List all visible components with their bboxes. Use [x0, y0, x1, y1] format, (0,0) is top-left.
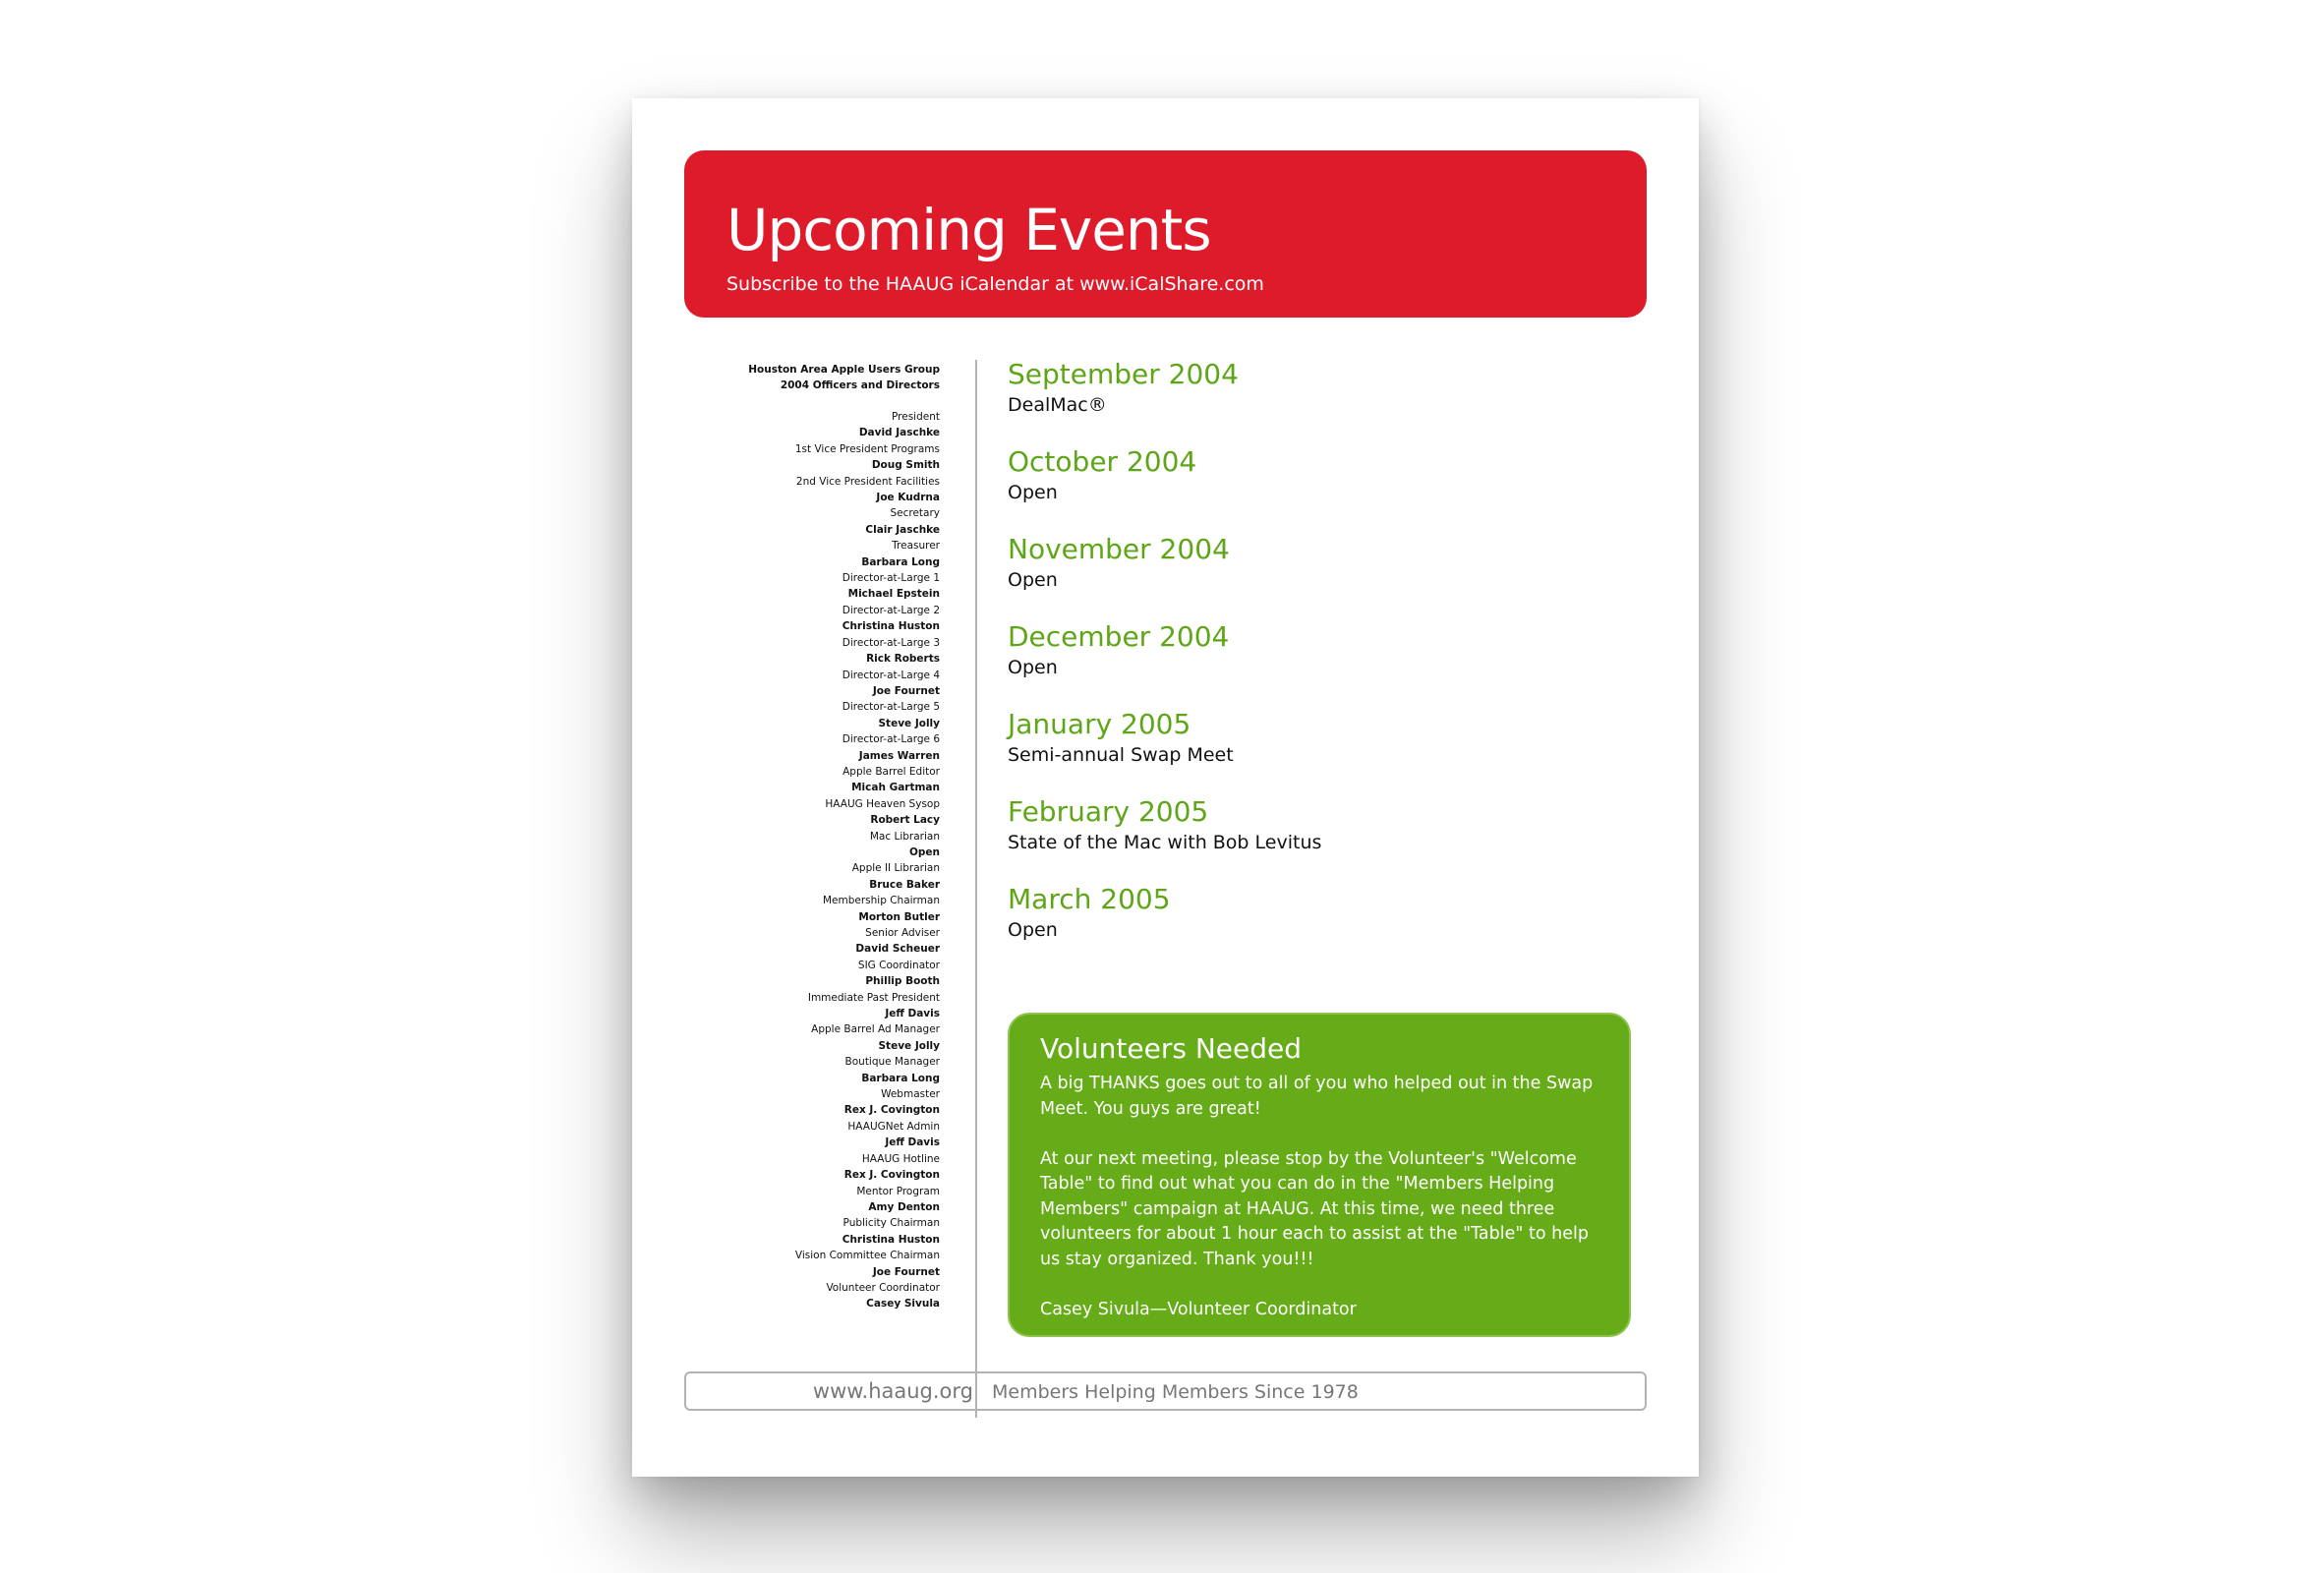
officer-name: Christina Huston [842, 1233, 940, 1246]
officer-name: David Jaschke [858, 427, 940, 439]
event-month: February 2005 [1008, 795, 1209, 828]
officer-role: Treasurer [892, 540, 940, 553]
officer-entry [691, 925, 940, 958]
officer-entry [691, 731, 940, 764]
events-banner [684, 150, 1647, 318]
officers-sidebar [691, 362, 940, 1312]
page-title: Upcoming Events [726, 197, 1211, 263]
event-item [1008, 620, 1617, 708]
event-month: December 2004 [1008, 620, 1230, 653]
officer-role: Secretary [890, 507, 940, 520]
officer-role: Webmaster [881, 1088, 940, 1101]
volunteers-signature: Casey Sivula—Volunteer Coordinator [1040, 1299, 1357, 1319]
officer-name: Michael Epstein [847, 588, 940, 601]
officer-role: Senior Adviser [865, 927, 940, 939]
event-month: January 2005 [1008, 708, 1191, 740]
officer-entry [691, 570, 940, 603]
officer-name: Doug Smith [871, 459, 940, 472]
event-description: Open [1008, 569, 1058, 591]
officer-entry [691, 893, 940, 925]
officer-role: HAAUG Hotline [861, 1152, 940, 1165]
footer-bar [684, 1371, 1647, 1411]
officer-name: Joe Fournet [872, 684, 940, 697]
officer-role: Vision Committee Chairman [794, 1250, 940, 1262]
officer-list [691, 409, 940, 1312]
officer-name: Rick Roberts [866, 653, 940, 666]
icalendar-subscribe-text: Subscribe to the HAAUG iCalendar at www.iCalShare.com [726, 273, 1264, 295]
officer-entry [691, 1280, 940, 1312]
column-divider [975, 360, 977, 1418]
volunteers-box [1008, 1013, 1631, 1337]
officer-name: Christina Huston [842, 620, 940, 633]
volunteers-title: Volunteers Needed [1040, 1032, 1302, 1065]
volunteers-body [1040, 1072, 1605, 1322]
officer-entry [691, 990, 940, 1022]
event-item [1008, 708, 1617, 795]
event-month: October 2004 [1008, 445, 1197, 478]
officer-name: David Scheuer [855, 943, 940, 956]
officer-entry [691, 505, 940, 538]
event-month: November 2004 [1008, 533, 1230, 565]
officer-name: Joe Kudrna [876, 492, 940, 504]
event-item [1008, 533, 1617, 620]
officer-entry [691, 764, 940, 796]
event-item [1008, 795, 1617, 883]
officer-role: Director-at-Large 5 [842, 701, 940, 714]
officer-entry [691, 1215, 940, 1248]
officer-entry [691, 1151, 940, 1184]
officer-name: Jeff Davis [885, 1008, 940, 1020]
officer-entry [691, 1021, 940, 1054]
officer-role: SIG Coordinator [857, 959, 940, 971]
officer-role: Mac Librarian [869, 830, 940, 843]
org-subtitle: 2004 Officers and Directors [780, 379, 940, 391]
officer-entry [691, 441, 940, 474]
officer-role: Publicity Chairman [842, 1217, 940, 1230]
officer-name: Barbara Long [861, 1072, 940, 1084]
officer-entry [691, 474, 940, 506]
org-name: Houston Area Apple Users Group [748, 364, 940, 376]
officer-role: Apple II Librarian [851, 862, 940, 875]
officer-entry [691, 1248, 940, 1280]
officer-entry [691, 699, 940, 731]
officer-name: Morton Butler [858, 910, 940, 923]
officer-role: HAAUG Heaven Sysop [825, 797, 940, 810]
officer-name: Jeff Davis [885, 1136, 940, 1149]
officer-entry [691, 1119, 940, 1151]
officer-role: President [892, 411, 940, 423]
officer-role: Director-at-Large 1 [842, 572, 940, 585]
officer-name: Micah Gartman [851, 782, 940, 794]
officer-role: Apple Barrel Editor [842, 765, 940, 778]
officer-entry [691, 1086, 940, 1119]
officer-name: Open [908, 845, 940, 858]
event-description: DealMac® [1008, 394, 1107, 416]
officer-entry [691, 829, 940, 861]
officer-name: Rex J. Covington [843, 1104, 940, 1117]
officer-role: Membership Chairman [822, 895, 940, 907]
event-item [1008, 445, 1617, 533]
officer-name: Robert Lacy [870, 814, 940, 827]
officer-name: Phillip Booth [865, 975, 940, 988]
officer-role: HAAUGNet Admin [847, 1120, 940, 1133]
officer-name: James Warren [858, 749, 940, 762]
officer-role: Boutique Manager [844, 1056, 940, 1069]
officer-role: 2nd Vice President Facilities [795, 475, 940, 488]
officer-role: Immediate Past President [807, 991, 940, 1004]
event-item [1008, 883, 1617, 970]
officer-entry [691, 603, 940, 635]
event-list [1008, 358, 1617, 970]
event-description: Open [1008, 919, 1058, 941]
event-description: Open [1008, 657, 1058, 678]
officer-name: Joe Fournet [872, 1265, 940, 1278]
event-item [1008, 358, 1617, 445]
officer-entry [691, 668, 940, 700]
officer-entry [691, 860, 940, 893]
event-month: September 2004 [1008, 358, 1239, 390]
officer-entry [691, 635, 940, 668]
officer-name: Steve Jolly [878, 717, 940, 729]
event-description: State of the Mac with Bob Levitus [1008, 832, 1322, 853]
volunteers-request-paragraph: At our next meeting, please stop by the Volunteer's "Welcome Table" to find out what you can do in the "Members Helping Members" campaign at HAAUG. At this time, we need three volunteers for about 1 hour each to assist at the "Table" to help us stay organized. Thank you!!! [1040, 1148, 1589, 1269]
officer-role: Volunteer Coordinator [826, 1281, 940, 1294]
officer-role: Director-at-Large 4 [842, 669, 940, 681]
volunteers-thanks-paragraph: A big THANKS goes out to all of you who helped out in the Swap Meet. You guys are great! [1040, 1074, 1594, 1119]
officer-entry [691, 409, 940, 441]
officer-entry [691, 1184, 940, 1216]
officer-role: Mentor Program [856, 1185, 940, 1197]
officer-name: Casey Sivula [866, 1298, 940, 1311]
officer-name: Rex J. Covington [843, 1169, 940, 1182]
officer-name: Bruce Baker [869, 878, 940, 891]
officer-entry [691, 796, 940, 829]
officer-role: Director-at-Large 3 [842, 636, 940, 649]
officer-name: Amy Denton [868, 1200, 940, 1213]
event-month: March 2005 [1008, 883, 1171, 915]
event-description: Open [1008, 482, 1058, 503]
officer-role: Apple Barrel Ad Manager [811, 1023, 940, 1036]
officer-entry [691, 958, 940, 990]
newsletter-page [632, 98, 1699, 1477]
officer-entry [691, 1054, 940, 1086]
officer-role: 1st Vice President Programs [794, 442, 940, 455]
officer-name: Steve Jolly [878, 1039, 940, 1052]
officer-name: Barbara Long [861, 555, 940, 568]
footer-tagline: Members Helping Members Since 1978 [992, 1381, 1359, 1403]
officer-role: Director-at-Large 6 [842, 733, 940, 746]
officer-role: Director-at-Large 2 [842, 604, 940, 616]
event-description: Semi-annual Swap Meet [1008, 744, 1234, 766]
officer-name: Clair Jaschke [865, 523, 940, 536]
footer-url-link[interactable]: www.haaug.org [812, 1379, 973, 1403]
officer-entry [691, 538, 940, 570]
